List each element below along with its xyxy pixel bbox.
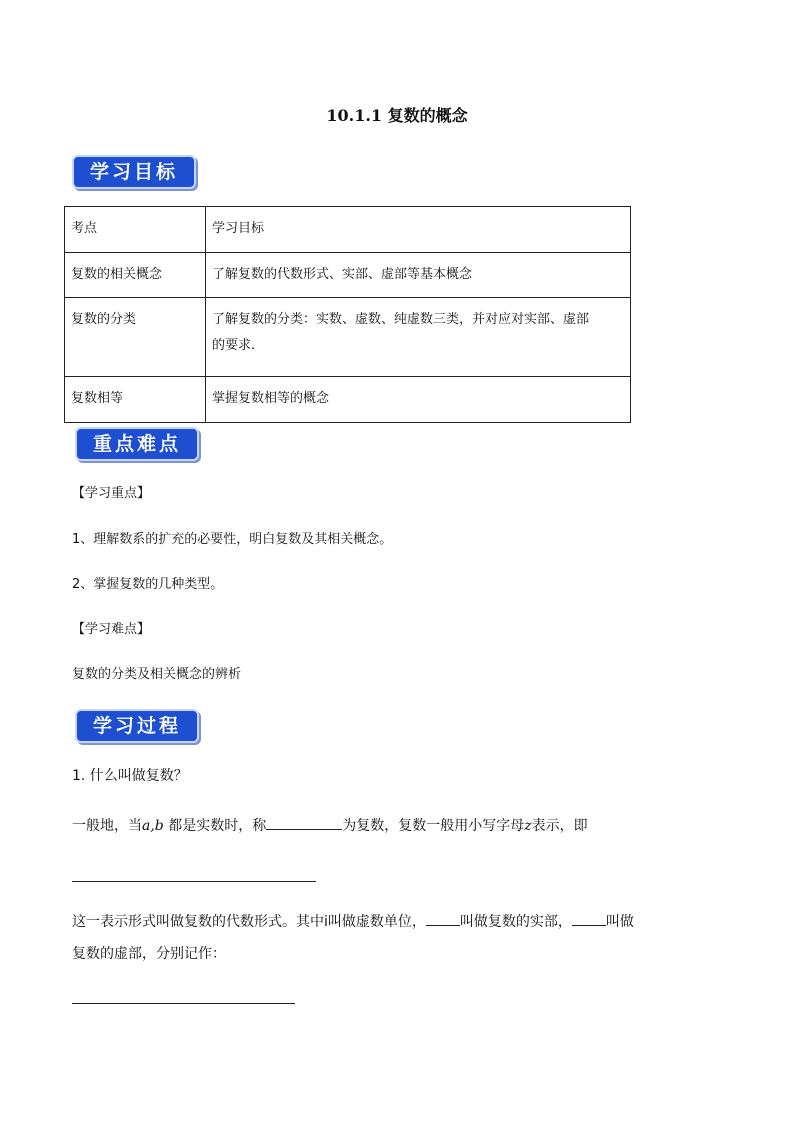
text-run: 叫做复数的实部， [459,914,572,930]
table-row [65,207,631,253]
focus-item: 1、理解数系的扩充的必要性，明白复数及其相关概念。 [72,532,393,547]
fill-blank[interactable] [426,911,460,926]
text-run: 都是实数时，称 [163,818,267,834]
section-badge-keypoints: 重点难点 [75,427,199,461]
text-run: 为复数，复数一般用小写字母 [342,818,525,834]
answer-line[interactable] [72,881,316,882]
section-badge-goals: 学习目标 [72,155,196,189]
text-run: 表示，即 [531,818,588,834]
variable-z: z [524,818,532,834]
table-cell-goal-line: 的要求. [212,338,256,353]
focus-item: 2、掌握复数的几种类型。 [72,577,224,592]
table-row [65,377,631,423]
table-cell-goal: 掌握复数相等的概念 [206,377,631,423]
question-1: 1. 什么叫做复数？ [72,768,188,784]
algebraic-form-paragraph [72,911,634,932]
document-title: 10.1.1 复数的概念 [326,106,468,125]
text-run: 这一表示形式叫做复数的代数形式。其中i叫做虚数单位， [72,914,426,930]
definition-paragraph [72,815,588,836]
table-cell-topic: 复数相等 [65,377,206,423]
goals-table [64,206,631,423]
table-cell-topic: 复数的分类 [65,298,206,377]
section-badge-process: 学习过程 [75,709,199,743]
table-cell-topic: 复数的相关概念 [65,253,206,298]
fill-blank[interactable] [266,815,342,830]
table-row [65,253,631,298]
difficulty-text: 复数的分类及相关概念的辨析 [72,667,242,682]
difficulty-heading: 【学习难点】 [72,622,151,637]
variable-ab: a,b [142,818,164,834]
text-run: 叫做 [605,914,634,930]
table-cell-goal: 了解复数的代数形式、实部、虚部等基本概念 [206,253,631,298]
table-cell-goal-line: 了解复数的分类：实数、虚数、纯虚数三类，并对应对实部、虚部 [212,312,590,327]
focus-heading: 【学习重点】 [72,486,151,501]
table-cell-goal [206,298,631,377]
text-run: 一般地，当 [72,818,142,834]
table-row [65,298,631,377]
table-header-topic: 考点 [65,207,206,253]
answer-line[interactable] [72,1003,295,1004]
table-header-goal: 学习目标 [206,207,631,253]
imaginary-part-paragraph: 复数的虚部，分别记作： [72,946,226,962]
fill-blank[interactable] [572,911,606,926]
